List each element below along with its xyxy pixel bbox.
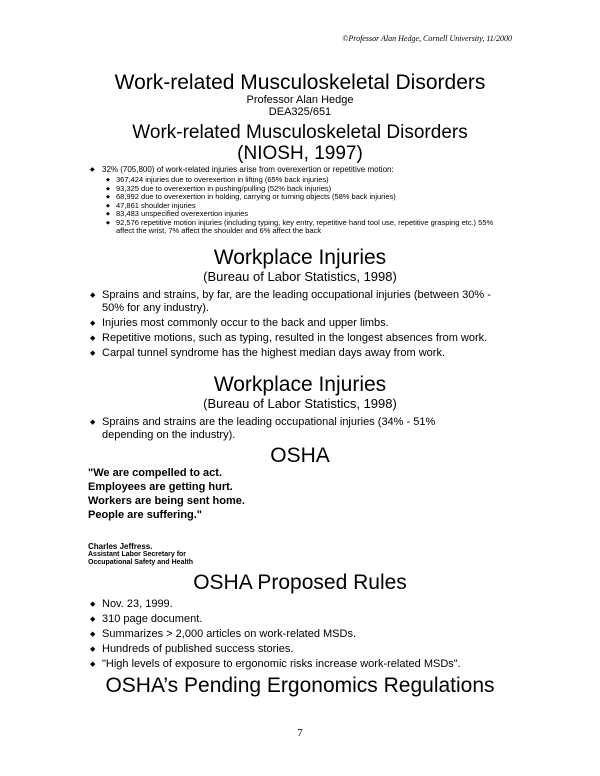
list-item: ◆ Carpal tunnel syndrome has the highest median days away from work.	[90, 347, 515, 360]
attribution-line: Assistant Labor Secretary for	[88, 551, 187, 558]
proposed-rules-bullet-list	[90, 598, 520, 673]
header-credit: ©Professor Alan Hedge, Cornell University, 11/2000	[342, 34, 512, 43]
list-item: ◆ 310 page document.	[90, 613, 520, 626]
page-title: Work-related Musculoskeletal Disorders	[114, 71, 486, 94]
section-source: (Bureau of Labor Statistics, 1998)	[203, 269, 397, 284]
list-item: ◆ 367,424 injuries due to overexertion in lifting (65% back injuries)	[106, 176, 506, 185]
list-item: ◆ Hundreds of published success stories.	[90, 643, 520, 656]
list-item: ◆ Injuries most commonly occur to the back and upper limbs.	[90, 317, 515, 330]
attribution-line: Occupational Safety and Health	[88, 559, 194, 566]
quote-line: "We are compelled to act.	[88, 467, 222, 479]
list-item: ◆ 68,992 due to overexertion in holding, carrying or turning objects (58% back injuries)	[106, 193, 506, 202]
list-item: ◆ 47,861 shoulder injuries	[106, 202, 506, 211]
quote-line: People are suffering."	[88, 509, 203, 521]
list-item: ◆ Sprains and strains are the leading occupational injuries (34% - 51% depending on the industry).	[90, 416, 470, 442]
niosh-bullet-list	[90, 165, 530, 175]
list-item: ◆ Sprains and strains, by far, are the leading occupational injuries (between 30% - 50% for any industry).	[90, 289, 515, 315]
bls-1-bullet-list	[90, 289, 515, 362]
attribution-line: Charles Jeffress.	[88, 542, 153, 551]
section-niosh	[0, 122, 600, 164]
quote-line: Employees are getting hurt.	[88, 481, 233, 493]
list-item: ◆ 92,576 repetitive motion injuries (including typing, key entry, repetitive hand tool use, repetitive grasping etc.) 55% affect the wrist, 7% affect the shoulder and 6% affect the back	[106, 219, 506, 236]
section-bls-1	[0, 246, 600, 284]
page-number: 7	[297, 727, 303, 739]
list-item: ◆ 32% (705,800) of work-related injuries arise from overexertion or repetitive motion:	[90, 165, 530, 174]
title-block	[0, 71, 600, 118]
section-source: (NIOSH, 1997)	[237, 143, 363, 164]
list-item: ◆ Nov. 23, 1999.	[90, 598, 520, 611]
list-item: ◆ 83,483 unspecified overexertion injuries	[106, 210, 506, 219]
list-item: ◆ Summarizes > 2,000 articles on work-related MSDs.	[90, 628, 520, 641]
list-item: ◆ "High levels of exposure to ergonomic risks increase work-related MSDs".	[90, 658, 520, 671]
niosh-subbullet-list	[106, 176, 506, 236]
author-name: Professor Alan Hedge	[246, 94, 354, 106]
section-bls-2	[0, 373, 600, 411]
section-title: Work-related Musculoskeletal Disorders	[132, 122, 468, 143]
list-item: ◆ Repetitive motions, such as typing, resulted in the longest absences from work.	[90, 332, 515, 345]
section-title-osha: OSHA	[270, 444, 330, 467]
section-title: Workplace Injuries	[213, 373, 387, 396]
section-title-pending-regulations: OSHA’s Pending Ergonomics Regulations	[105, 674, 495, 697]
quote-attribution	[88, 543, 193, 567]
list-item: ◆ 93,325 due to overexertion in pushing/pulling (52% back injuries)	[106, 185, 506, 194]
section-title: Workplace Injuries	[213, 246, 387, 269]
bls-2-bullet-list	[90, 416, 470, 444]
quote-line: Workers are being sent home.	[88, 495, 245, 507]
osha-quote	[88, 466, 245, 522]
course-code: DEA325/651	[268, 106, 332, 118]
section-title-proposed-rules: OSHA Proposed Rules	[193, 571, 407, 594]
section-source: (Bureau of Labor Statistics, 1998)	[203, 396, 397, 411]
